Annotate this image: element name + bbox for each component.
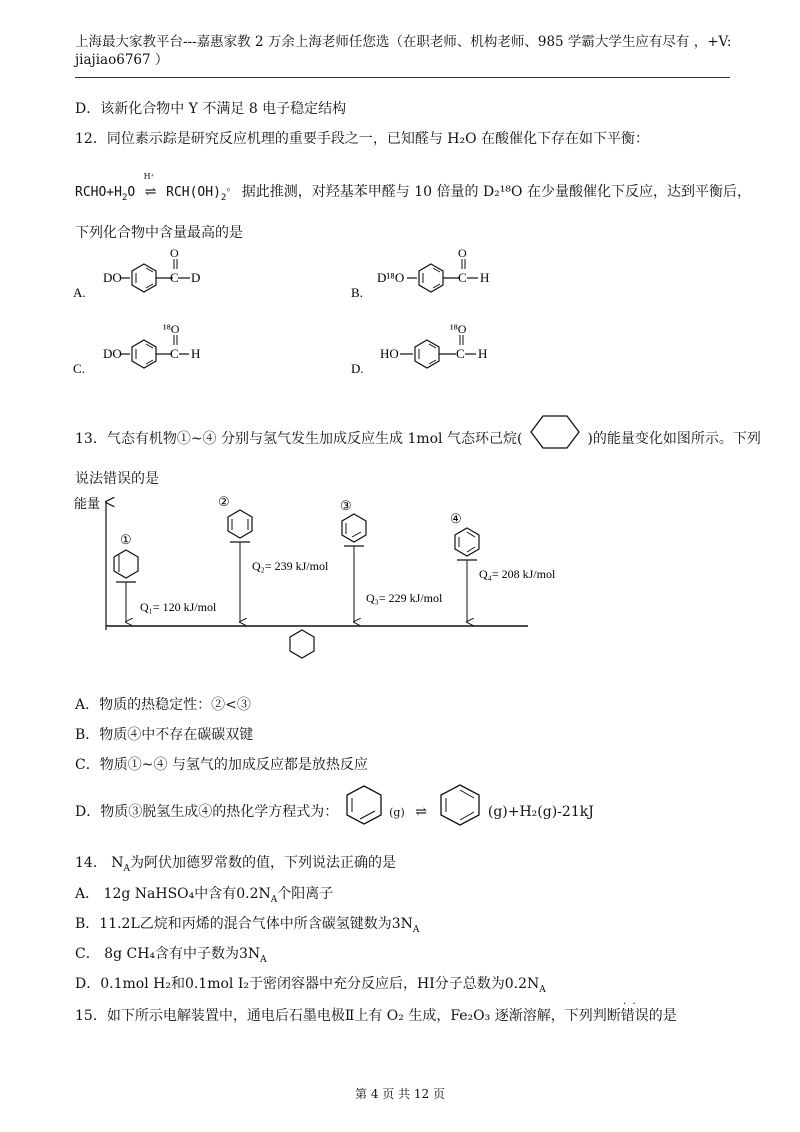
q12-eq-dot: 。 (226, 180, 238, 193)
q12-eq-o: O (127, 185, 136, 200)
compound-4-icon (455, 528, 479, 556)
diagram-label-3: ③ (340, 498, 352, 513)
q13-option-b: B．物质④中不存在碳碳双键 (75, 727, 254, 743)
q12-option-c-top: ¹⁸O (163, 322, 180, 336)
q12-option-b-c: C (458, 270, 467, 285)
q11-option-d: D．该新化合物中 Y 不满足 8 电子稳定结构 (75, 101, 347, 117)
q12-option-c-label: C. (73, 361, 85, 376)
diagram-label-4: ④ (450, 511, 462, 526)
q13-line2: 说法错误的是 (75, 471, 159, 487)
q13-option-a: A．物质的热稳定性：②<③ (75, 697, 251, 713)
q12-eq-tail: 据此推测，对羟基苯甲醛与 10 倍量的 D₂¹⁸O 在少量酸催化下反应，达到平衡后， (241, 184, 751, 200)
q12-stem: 12．同位素示踪是研究反应机理的重要手段之一，已知醛与 H₂O 在酸催化下存在如下平衡： (75, 131, 650, 147)
q13-energy-diagram (70, 490, 556, 665)
compound-3-equation-icon (343, 783, 385, 827)
q14-option-b-sub: A (412, 924, 420, 935)
q14-stem (75, 852, 396, 874)
q13-option-c: C．物质①~④ 与氢气的加成反应都是放热反应 (75, 757, 368, 773)
q13-option-d-g: (g) (389, 806, 405, 819)
diagram-q2: Q₂= 239 kJ/mol (252, 559, 329, 573)
q12-eq-catalyst: H⁺ (143, 172, 155, 181)
q12-option-a-top: O (170, 246, 179, 260)
compound-2-icon (228, 510, 252, 538)
q12-option-b-label: B. (351, 285, 363, 300)
q12-line3: 下列化合物中含量最高的是 (75, 225, 243, 241)
q12-eq-arrow: ⇌ (144, 184, 157, 200)
q13-stem (75, 426, 761, 452)
q12-option-d-c: C (456, 346, 465, 361)
q14-option-d-sub: A (539, 984, 546, 995)
q12-option-c-right: H (191, 346, 201, 361)
q12-eq-right: RCH(OH) (166, 185, 221, 200)
q13-stem-b: )的能量变化如图所示。下列 (587, 431, 761, 447)
benzene-equation-icon (437, 782, 483, 828)
q12-option-b-top: O (458, 246, 467, 260)
diagram-q3: Q₃= 229 kJ/mol (366, 591, 443, 605)
q13-option-d (75, 796, 594, 828)
compound-3-icon (342, 514, 366, 542)
q13-option-d-text: D．物质③脱氢生成④的热化学方程式为： (75, 804, 339, 820)
header-rule (75, 77, 730, 78)
q14-option-a-tail: 个阳离子 (277, 886, 334, 902)
q14-option-c (75, 943, 267, 965)
compound-1-icon (114, 550, 138, 578)
q13-stem-a: 13．气态有机物①~④ 分别与氢气发生加成反应生成 1mol 气态环己烷( (75, 431, 523, 447)
q13-option-d-tail: (g)+H₂(g)-21kJ (487, 804, 594, 820)
q12-option-b-left: D¹⁸O (377, 270, 405, 285)
q14-stem-tail: 为阿伏加德罗常数的值，下列说法正确的是 (130, 855, 397, 871)
q14-option-b (75, 913, 419, 935)
q12-option-c-c: C (170, 346, 179, 361)
q12-option-d-right: H (478, 346, 488, 361)
q14-option-c-text: C． 8g CH₄含有中子数为3N (75, 946, 261, 962)
q15-stem: 15．如下所示电解装置中，通电后石墨电极Ⅱ上有 O₂ 生成，Fe₂O₃ 逐渐溶解，下列判断错误的是 (75, 1008, 677, 1024)
emphasis-dots: · · (623, 999, 636, 1010)
q12-eq-left: RCHO+H (75, 185, 122, 200)
q14-option-a-text: A． 12g NaHSO₄中含有0.2N (75, 886, 271, 902)
q12-option-d-label: D. (351, 361, 364, 376)
cyclohexane-icon (529, 412, 581, 452)
q14-stem-text: 14． N (75, 855, 124, 871)
q14-stem-sub: A (123, 863, 131, 874)
q12-option-c-left: DO (103, 346, 122, 361)
diagram-y-axis-label: 能量 (74, 496, 101, 511)
page-footer: 第 4 页 共 12 页 (355, 1087, 445, 1101)
q12-option-d-top: ¹⁸O (450, 322, 467, 336)
q12-option-b-right: H (480, 270, 490, 285)
diagram-label-1: ① (120, 532, 132, 547)
q14-option-b-text: B．11.2L乙烷和丙烯的混合气体中所含碳氢键数为3N (75, 916, 413, 932)
diagram-label-2: ② (218, 494, 230, 509)
diagram-q1: Q₁= 120 kJ/mol (140, 600, 217, 614)
q14-option-c-sub: A (260, 954, 267, 965)
q12-option-a-c: C (170, 270, 179, 285)
q12-option-a-left: DO (103, 270, 122, 285)
q13-option-d-arrow: ⇌ (415, 804, 427, 820)
q14-option-d (75, 973, 546, 995)
page-header: 上海最大家教平台---嘉惠家教 2 万余上海老师任您选（在职老师、机构老师、985 学霸大学生应有尽有 ，+V: jiajiao6767 ） (75, 34, 732, 68)
q12-equation-line: $RCHO+H_2O$ H⁺ ⇌ $RCH(OH)_2^。$ 据此推测，对羟基苯甲醛与 10 倍量的 D₂¹⁸O 在少量酸催化下反应，达到平衡后， (75, 172, 751, 203)
q12-option-a-label: A. (73, 285, 86, 300)
q12-options-structures (70, 245, 730, 385)
product-cyclohexane-icon (290, 630, 314, 658)
diagram-q4: Q₄= 208 kJ/mol (479, 567, 556, 581)
q14-option-a (75, 883, 333, 905)
q14-option-a-sub: A (270, 894, 278, 905)
q12-option-d-left: HO (380, 346, 399, 361)
q12-option-a-right: D (191, 270, 201, 285)
q14-option-d-text: D．0.1mol H₂和0.1mol I₂于密闭容器中充分反应后，HI分子总数为0.2N (75, 976, 540, 992)
